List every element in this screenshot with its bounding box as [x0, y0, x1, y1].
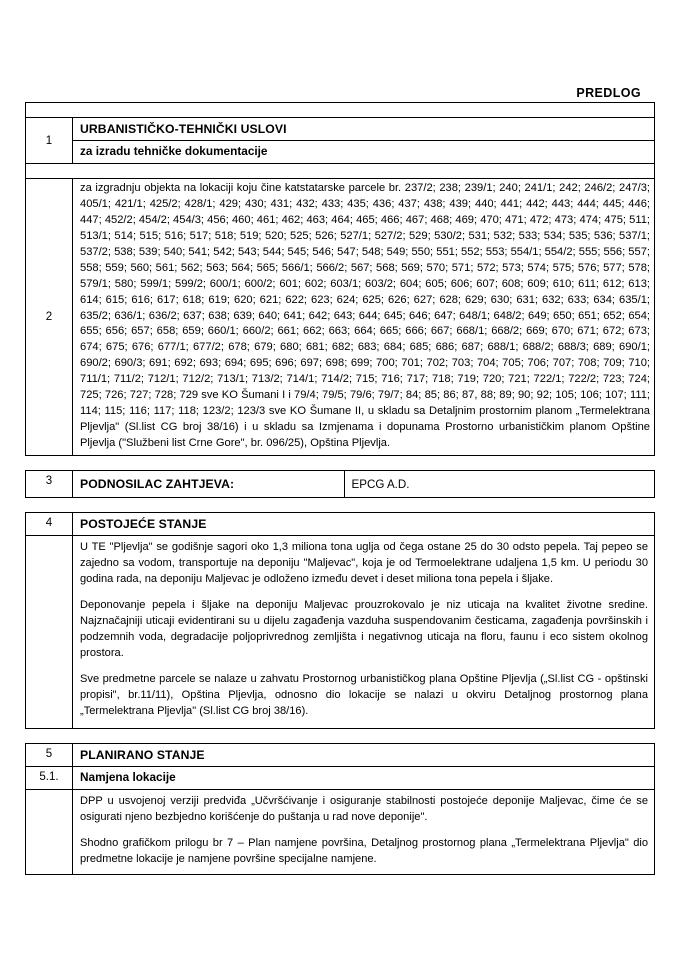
parcel-list-text: za izgradnju objekta na lokaciji koju čine katstatarske parcele br. 237/2; 238; 239/1; 240; 241/1; 242; 246/2; 247/3; 405/1; 421/1; 425/2; 428/1; 429; 430; 431; 432; 433; 435; 436; 437; 438; 439; 440; 441; 442; 443; 444; 445; 446; 447; 452/2; 454/2; 454/3; 456; 460; 461; 462; 463; 464; 465; 466; 467; 468; 469; 470; 471; 472; 473; 474; 475; 511; 513/1; 514; 515; 516; 517; 518; 519; 520; 525; 526; 527/1; 527/2; 529; 530/2; 531; 532; 533; 534; 535; 536; 537/1; 537/2; 538; 539; 540; 541; 542; 543; 544; 545; 546; 547; 548; 549; 550; 551; 552; 553; 554/1; 554/2; 555; 556; 557; 558; 559; 560; 561; 562; 563; 564; 565; 566/1; 566/2; 567; 568; 569; 570; 571; 572; 573; 574; 575; 576; 577; 578; 579/1; 580; 599/1; 599/2; 600/1; 600/2; 601; 602; 603/1; 603/2; 604; 605; 606; 607; 608; 609; 610; 611; 612; 613; 614; 615; 616; 617; 618; 619; 620; 621; 622; 623; 624; 625; 626; 627; 628; 629; 630; 631; 632; 633; 634; 635/1; 635/2; 636/1; 636/2; 637; 638; 639; 640; 641; 642; 643; 644; 645; 646; 647; 648/1; 648/2; 649; 650; 651; 652; 654; 655; 656; 657; 658; 659; 660/1; 660/2; 661; 662; 663; 664; 665; 666; 667; 668/1; 668/2; 669; 670; 671; 672; 673; 674; 675; 676; 677/1; 677/2; 678; 679; 680; 681; 682; 683; 684; 685; 686; 687; 688/1; 688/2; 688/3; 689; 690/1; 690/2; 690/3; 691; 692; 693; 694; 695; 696; 697; 698; 699; 700; 701; 702; 703; 704; 705; 706; 707; 708; 709; 710; 711/1; 711/2; 712/1; 712/2; 713/1; 713/2; 714/1; 714/2; 715; 716; 717; 718; 719; 720; 721; 722/1; 722/2; 723; 724; 725; 726; 727; 728; 729 sve KO Šumani I i 79/4; 79/5; 79/6; 79/7; 84; 85; 86; 87, 88; 89; 90; 92; 105; 106; 107; 111; 114; 115; 116; 117; 118; 123/2; 123/3 sve KO Šumane II, u skladu sa Detaljnim prostornim planom „Termelektrana Pljevlja" (Sl.list CG broj 38/16) i u skladu sa Izmjenama i dopunama Prostorno urbanističkim planom Opštine Pljevlja ("Službeni list Crne Gore", br. 096/25), Opština Pljevlja.	[80, 182, 650, 449]
row-number-4: 4	[26, 512, 73, 535]
applicant-subtable	[73, 471, 654, 497]
table-spacer-row-1	[26, 164, 655, 179]
spacer-cell	[26, 728, 655, 743]
row-3-content-cell	[73, 470, 655, 497]
spacer-cell	[26, 103, 655, 118]
section-title-planirano-stanje: PLANIRANO STANJE	[80, 747, 205, 762]
row-4-empty-number	[26, 536, 73, 729]
subsection-title-namjena-lokacije: Namjena lokacije	[80, 769, 176, 784]
paragraph: U TE "Pljevlja" se godišnje sagori oko 1,3 miliona tona uglja od čega ostane 25 do 30 odsto pepela. Taj pepeo se zajedno sa vodom, transportuje na deponiju "Maljevac", koja je od Termoelektrane udaljena 1,5 km. U periodu 30 godina rada, na deponiju Maljevac je odloženo između devet i deset miliona tona pepela i šljake.	[80, 541, 648, 585]
row-4-title-cell	[73, 512, 655, 535]
row-5-1-empty-number	[26, 789, 73, 874]
applicant-value: EPCG A.D.	[351, 477, 410, 491]
spacer-cell	[26, 164, 655, 179]
applicant-row	[73, 471, 654, 497]
table-spacer-row-2	[26, 455, 655, 470]
paragraph: DPP u usvojenoj verziji predviđa „Učvršćivanje i osiguranje stabilnosti postojeće deponije Maljevac, čime će se osigurati njeno bezbjedno korišćenje do puštanja u rad nove deponije".	[80, 794, 648, 823]
table-row	[26, 536, 655, 729]
table-row	[26, 118, 655, 141]
applicant-value-cell	[344, 471, 654, 497]
row-1-subtitle-cell	[73, 141, 655, 164]
table-row	[26, 743, 655, 766]
row-number-5-1: 5.1.	[26, 766, 73, 789]
page-header-predlog: PREDLOG	[576, 86, 641, 100]
table-row	[26, 179, 655, 455]
row-4-body-cell	[73, 536, 655, 729]
table-row	[26, 512, 655, 535]
paragraph: Shodno grafičkom prilogu br 7 – Plan namjene površina, Detaljnog prostornog plana „Termelektrana Pljevlja" dio predmetne lokacije je namjene površine specijalne namjene.	[80, 837, 648, 866]
table-spacer-row-3	[26, 497, 655, 512]
row-5-1-title-cell	[73, 766, 655, 789]
spacer-cell	[26, 455, 655, 470]
row-5-1-body-cell	[73, 789, 655, 874]
table-row	[26, 470, 655, 497]
row-number-3: 3	[26, 470, 73, 497]
uto-document-table	[25, 102, 655, 875]
row-5-title-cell	[73, 743, 655, 766]
applicant-label: PODNOSILAC ZAHTJEVA:	[80, 476, 235, 491]
uto-title: URBANISTIČKO-TEHNIČKI USLOVI	[80, 122, 287, 136]
paragraph: Sve predmetne parcele se nalaze u zahvatu Prostornog urbanističkog plana Opštine Pljevlja („Sl.list CG - opštinski propisi", br.11/11), Opština Pljevlja, odnosno dio lokacije se nalazi u okviru Detaljnog prostornog plana „Termelektrana Pljevlja" (Sl.list CG broj 38/16).	[80, 673, 648, 717]
row-1-title-cell	[73, 118, 655, 141]
applicant-label-cell	[73, 471, 344, 497]
table-row	[26, 141, 655, 164]
postojece-stanje-body	[80, 540, 648, 720]
table-row	[26, 789, 655, 874]
table-row	[26, 766, 655, 789]
uto-subtitle: za izradu tehničke dokumentacije	[80, 144, 268, 159]
row-2-parcels-cell	[73, 179, 655, 455]
row-number-5: 5	[26, 743, 73, 766]
paragraph: Deponovanje pepela i šljake na deponiju Maljevac prouzrokovalo je niz uticaja na kvalitet životne sredine. Najznačajniji uticaji evidentirani su u dijelu zagađenja vazduha suspendovanim česticama, zagađenja površinskih i podzemnih voda, degradacije poljoprivrednog zemljišta i negativnog uticaja na floru, faunu i eco sistem okolnog prostora.	[80, 599, 648, 659]
spacer-cell	[26, 497, 655, 512]
row-number-1: 1	[26, 118, 73, 164]
table-spacer-row-4	[26, 728, 655, 743]
namjena-lokacije-body	[80, 794, 648, 868]
table-spacer-row-top	[26, 103, 655, 118]
section-title-postojece-stanje: POSTOJEĆE STANJE	[80, 516, 207, 531]
row-number-2: 2	[26, 179, 73, 455]
